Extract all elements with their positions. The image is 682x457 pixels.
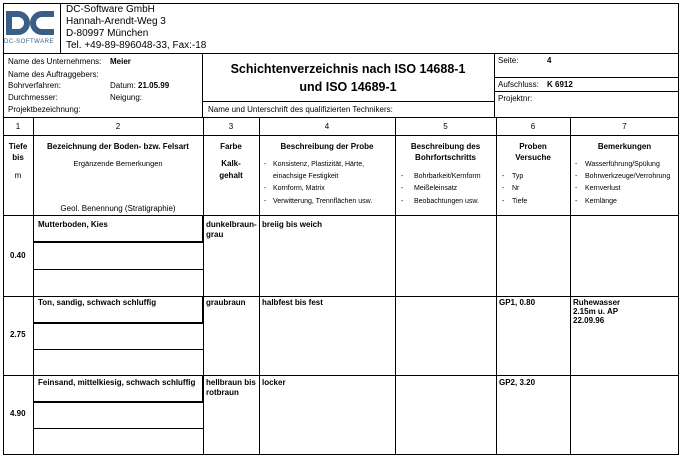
col6-item: Typ xyxy=(512,173,524,180)
col7-item: Bohrwerkzeuge/Verrohrung xyxy=(585,173,671,180)
col6-item: Tiefe xyxy=(512,198,528,205)
col2-heading: Bezeichnung der Boden- bzw. Felsart xyxy=(47,142,189,151)
bohrverfahren-label: Bohrverfahren: xyxy=(8,81,61,90)
auftraggeber-label: Name des Auftraggebers: xyxy=(8,70,99,79)
datum-value: 21.05.99 xyxy=(138,81,170,90)
col6-item: Nr xyxy=(512,185,520,192)
techniker-label: Name und Unterschrift des qualifizierten Technikers: xyxy=(208,105,393,114)
layer-color: dunkelbraun- xyxy=(206,220,257,229)
unternehmen-label: Name des Unternehmens: xyxy=(8,57,102,66)
col1-heading-tiefe: Tiefe xyxy=(8,142,28,151)
col4-item: Verwitterung, Trennflächen usw. xyxy=(273,198,373,205)
layer-soil: Feinsand, mittelkiesig, schwach schluffig xyxy=(38,378,196,387)
layer-color: grau xyxy=(206,230,224,239)
unternehmen-value: Meier xyxy=(110,57,131,66)
seite-value: 4 xyxy=(547,56,552,65)
col3-heading-gehalt: gehalt xyxy=(219,171,243,180)
layer-depth: 0.40 xyxy=(10,251,26,260)
company-phone: Tel. +49-89-896048-33, Fax:-18 xyxy=(66,40,207,51)
col-number-5: 5 xyxy=(443,122,448,131)
col4-heading: Beschreibung der Probe xyxy=(280,142,374,151)
col1-heading-bis: bis xyxy=(12,153,24,162)
col-number-2: 2 xyxy=(115,122,121,131)
layer-soil: Mutterboden, Kies xyxy=(38,220,108,229)
col2-subheading: Ergänzende Bemerkungen xyxy=(73,159,163,168)
layer-depth: 2.75 xyxy=(10,330,26,339)
durchmesser-label: Durchmesser: xyxy=(8,93,58,102)
layer-description: locker xyxy=(262,378,286,387)
layer-description: halbfest bis fest xyxy=(262,298,323,307)
layer-remark: Ruhewasser xyxy=(573,298,621,307)
col7-heading: Bemerkungen xyxy=(597,142,652,151)
col-number-1: 1 xyxy=(15,122,21,131)
layer-color: hellbraun bis xyxy=(206,378,256,387)
col3-heading-kalk: Kalk- xyxy=(221,159,241,168)
document-title-line2: und ISO 14689-1 xyxy=(299,80,397,94)
projekt-label: Projektbezeichnung: xyxy=(8,105,81,114)
col5-item: Meißeleinsatz xyxy=(414,185,458,192)
projektnr-label: Projektnr: xyxy=(498,94,533,103)
layer-color: graubraun xyxy=(206,298,246,307)
neigung-label: Neigung: xyxy=(110,93,143,102)
aufschluss-value: K 6912 xyxy=(547,80,573,89)
layer-depth: 4.90 xyxy=(10,409,26,418)
logo-text: DC-SOFTWARE xyxy=(4,39,54,45)
layer-sample: GP1, 0.80 xyxy=(499,298,536,307)
col4-item: einachsige Festigkeit xyxy=(273,173,339,180)
col6-heading-versuche: Versuche xyxy=(515,153,551,162)
document-title-line1: Schichtenverzeichnis nach ISO 14688-1 xyxy=(230,62,466,76)
col5-heading-line1: Beschreibung des xyxy=(410,142,481,151)
col5-item: Beobachtungen usw. xyxy=(414,198,479,205)
company-logo xyxy=(4,6,60,48)
col3-heading-farbe: Farbe xyxy=(220,142,242,151)
company-name: DC-Software GmbH xyxy=(66,4,155,15)
seite-label: Seite: xyxy=(498,56,519,65)
col-number-6: 6 xyxy=(530,122,536,131)
col1-heading-m: m xyxy=(14,171,22,180)
col7-item: Kernverlust xyxy=(585,185,621,192)
layer-color: rotbraun xyxy=(206,388,239,397)
col4-item: Konsistenz, Plastizität, Härte, xyxy=(273,161,365,168)
layer-soil: Ton, sandig, schwach schluffig xyxy=(38,298,157,307)
aufschluss-label: Aufschluss: xyxy=(498,80,539,89)
col2-stratigraphie: Geol. Benennung (Stratigraphie) xyxy=(60,204,176,213)
col5-heading-line2: Bohrfortschritts xyxy=(415,153,476,162)
layer-remark: 22.09.96 xyxy=(573,316,605,325)
layer-description: breiig bis weich xyxy=(262,220,323,229)
col-number-7: 7 xyxy=(622,122,627,131)
col-number-3: 3 xyxy=(228,122,234,131)
col-number-4: 4 xyxy=(324,122,330,131)
layer-remark: 2.15m u. AP xyxy=(573,307,619,316)
company-street: Hannah-Arendt-Weg 3 xyxy=(66,16,166,27)
datum-label: Datum: xyxy=(110,81,136,90)
company-city: D-80997 München xyxy=(66,28,149,39)
col7-item: Kernlänge xyxy=(585,198,617,205)
layer-sample: GP2, 3.20 xyxy=(499,378,536,387)
col4-item: Kornform, Matrix xyxy=(273,185,325,192)
soil-log-page: DC-SOFTWARE DC-Software GmbH Hannah-Arendt-Weg 3 D-80997 München Tel. +49-89-896048-33, Fax:-18 Name des Unternehmens: Meier Name des Auftraggebers: Bohrverfahren: Datum: 21.05.99 Durchmesser: Neigung: Projektbezeichnung: Schichtenverzeichnis nach ISO 14688-1 und ISO 14689-1 Name und Unterschrift des qualifizierten Technikers: Seite: 4 Aufschluss: K 6912 Projektnr: 1 2 3 4 5 6 7 Tiefe bis m Bezeichnung der Boden- bzw. Felsart Ergänzende Bemerkungen Geol. Benennung (Stratigraphie) Farbe Kalk- gehalt Beschreibung der Probe - Konsistenz, Plastizität, Härte, einachsige Festigkeit - Kornform, Matrix - Verwitterung, Trennflächen usw. Beschreibung des Bohrfortschritts - Bohrbarkeit/Kernform - Meißeleinsatz - Beobachtungen usw. Proben Versuche - Typ - Nr - Tiefe Bemerkungen - Wasserführung/Spülung - Bohrwerkzeuge/Verrohrung - Kernverlust - Kernlänge Mutterboden, Kies 0.40 dunkelbraun- grau breiig bis weich Ton, sandig, schwach schluffig 2.75 graubraun halbfest bis fest GP1, 0.80 Ruhewasser 2.15m u. AP 22.09.96 Feinsand, mittelkiesig, schwach schluffig 4.90 hellbraun bis rotbraun locker GP2, 3.20 xyxy=(0,0,682,457)
col7-item: Wasserführung/Spülung xyxy=(585,161,660,168)
col5-item: Bohrbarkeit/Kernform xyxy=(414,173,481,180)
col6-heading-proben: Proben xyxy=(519,142,547,151)
